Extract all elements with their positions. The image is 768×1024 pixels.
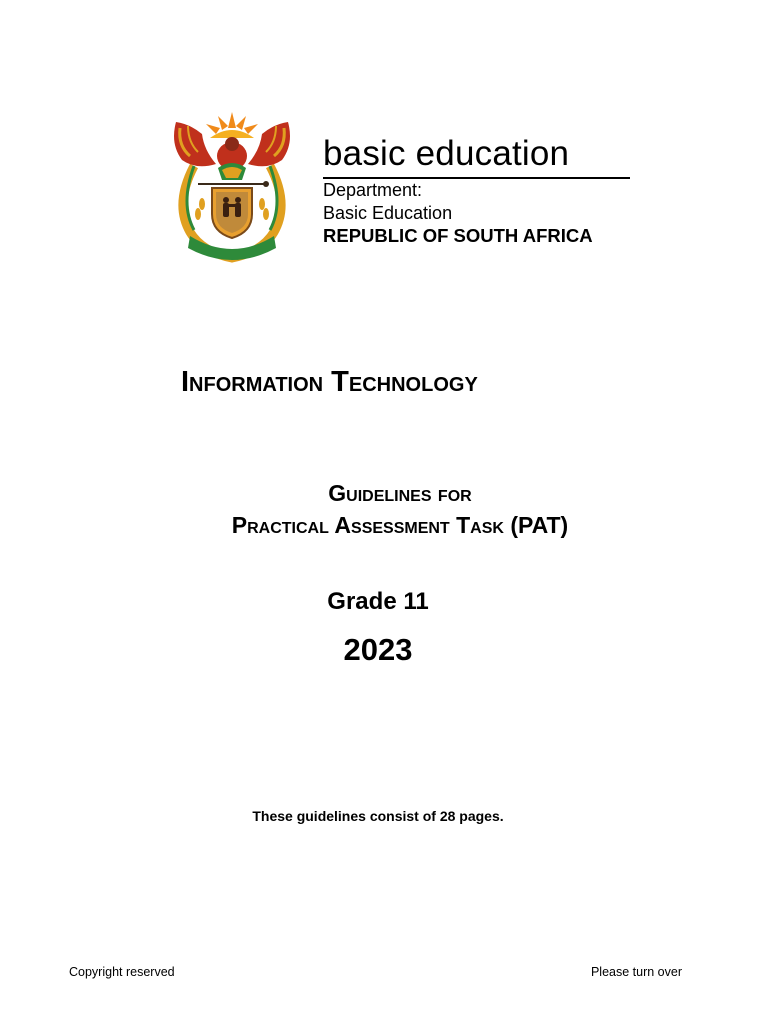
guidelines-heading-line2: Practical Assessment Task (PAT) <box>231 512 569 538</box>
year-label: 2023 <box>343 632 413 667</box>
coat-of-arms-icon <box>168 104 296 264</box>
subject-title: Information Technology <box>181 366 478 398</box>
department-logo <box>168 104 638 264</box>
dept-line-republic: REPUBLIC OF SOUTH AFRICA <box>323 225 593 246</box>
footer-turn-over: Please turn over <box>590 965 682 979</box>
logo-title: basic education <box>323 134 570 173</box>
dept-line-basic-education: Basic Education <box>323 203 453 223</box>
grade-label: Grade 11 <box>327 588 429 615</box>
dept-line-department: Department: <box>323 180 423 200</box>
guidelines-heading-line1: Guidelines for <box>328 480 472 506</box>
footer-copyright: Copyright reserved <box>69 965 175 979</box>
page-count-note: These guidelines consist of 28 pages. <box>252 808 504 824</box>
logo-divider <box>323 177 630 179</box>
